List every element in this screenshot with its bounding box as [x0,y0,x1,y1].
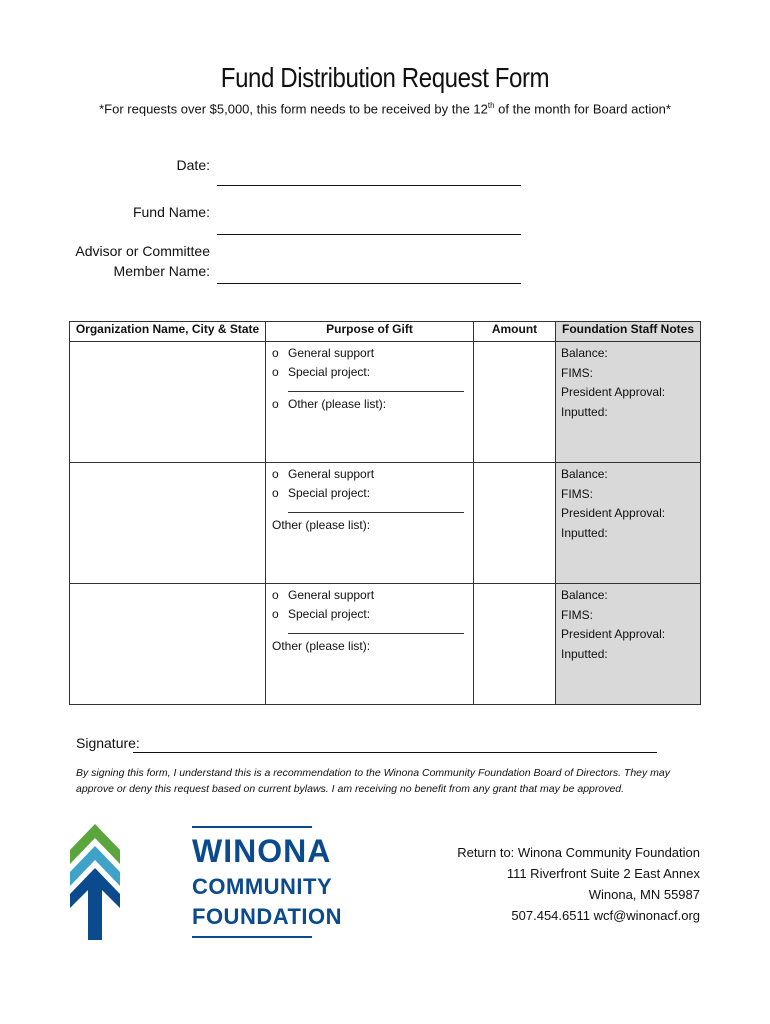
option-label: Special project: [288,486,371,500]
special-project-option[interactable] [266,363,473,382]
general-support-option[interactable] [266,344,473,363]
option-label: Special project: [288,607,371,621]
note-fims: FIMS: [561,365,593,380]
note-inputted: Inputted: [561,646,608,661]
amount-cell[interactable] [474,342,556,463]
special-project-option[interactable] [266,484,473,503]
other-option[interactable]: Other (please list): [272,639,371,653]
logo-rule-bottom [192,936,312,938]
note-president-approval: President Approval: [561,385,666,399]
purpose-cell [266,584,474,705]
note-inputted: Inputted: [561,404,608,419]
page-title: Fund Distribution Request Form [220,62,550,93]
organization-cell[interactable] [70,584,266,705]
fund-name-label: Fund Name: [132,204,210,220]
option-bullet: o [272,346,279,360]
note-inputted: Inputted: [561,525,608,540]
special-project-line[interactable] [288,503,464,513]
advisor-name-field[interactable] [217,283,521,284]
advisor-label-line2: Member Name: [113,263,210,279]
option-label: General support [288,346,375,360]
date-label: Date: [176,157,210,173]
header-amount: Amount [474,322,556,342]
advisor-label-line1: Advisor or Committee [75,243,210,259]
option-label: General support [288,467,375,481]
note-president-approval: President Approval: [561,506,666,520]
logo-winona: WINONA [192,833,332,869]
option-bullet: o [272,365,279,379]
staff-notes-cell [556,584,701,705]
contact-info: 507.454.6511 wcf@winonacf.org [511,908,700,923]
return-address [457,842,700,926]
request-table [69,321,701,705]
signature-label: Signature: [76,735,140,751]
note-balance: Balance: [561,346,608,360]
table-row [70,342,701,463]
option-bullet: o [272,467,279,481]
staff-notes-cell [556,342,701,463]
deadline-note [0,101,770,116]
signature-disclaimer: By signing this form, I understand this is a recommendation to the Winona Community Foundation Board of Directors. They may approve or deny this request based on current bylaws. I am receiving no benefit from any grant that may be approved. [76,767,671,795]
table-row [70,584,701,705]
amount-cell[interactable] [474,463,556,584]
special-project-option[interactable] [266,605,473,624]
foundation-logo [70,824,343,944]
note-fims: FIMS: [561,486,593,501]
note-balance: Balance: [561,588,608,602]
organization-cell[interactable] [70,463,266,584]
deadline-note-text-end: of the month for Board action* [494,101,671,117]
deadline-note-text: *For requests over $5,000, this form needs to be received by the 12 [99,101,488,117]
option-bullet: o [272,486,279,500]
purpose-cell [266,342,474,463]
logo-community: COMMUNITY [192,874,333,899]
option-label: Special project: [288,365,371,379]
option-bullet: o [272,397,279,411]
general-support-option[interactable] [266,465,473,484]
note-balance: Balance: [561,467,608,481]
logo-rule-top [192,826,312,828]
other-option[interactable]: Other (please list): [272,518,371,532]
staff-notes-cell [556,463,701,584]
organization-cell[interactable] [70,342,266,463]
address-street: 111 Riverfront Suite 2 East Annex [506,866,700,881]
signature-field[interactable] [133,752,657,753]
option-label: Other (please list): [288,397,387,411]
note-president-approval: President Approval: [561,627,666,641]
header-purpose: Purpose of Gift [266,322,474,342]
deadline-note-sup: th [487,101,495,110]
option-bullet: o [272,607,279,621]
table-row [70,463,701,584]
note-fims: FIMS: [561,607,593,622]
address-city: Winona, MN 55987 [588,887,700,902]
purpose-cell [266,463,474,584]
special-project-line[interactable] [288,382,464,392]
option-label: General support [288,588,375,602]
logo-foundation: FOUNDATION [192,904,343,929]
header-staff-notes: Foundation Staff Notes [556,322,701,342]
chevron-arrow-icon [70,824,120,944]
general-support-option[interactable] [266,586,473,605]
option-bullet: o [272,588,279,602]
fund-name-field[interactable] [217,234,521,235]
return-to-line: Return to: Winona Community Foundation [457,845,700,860]
amount-cell[interactable] [474,584,556,705]
date-field[interactable] [217,185,521,186]
header-organization: Organization Name, City & State [70,322,266,342]
special-project-line[interactable] [288,624,464,634]
other-option[interactable] [266,395,473,414]
